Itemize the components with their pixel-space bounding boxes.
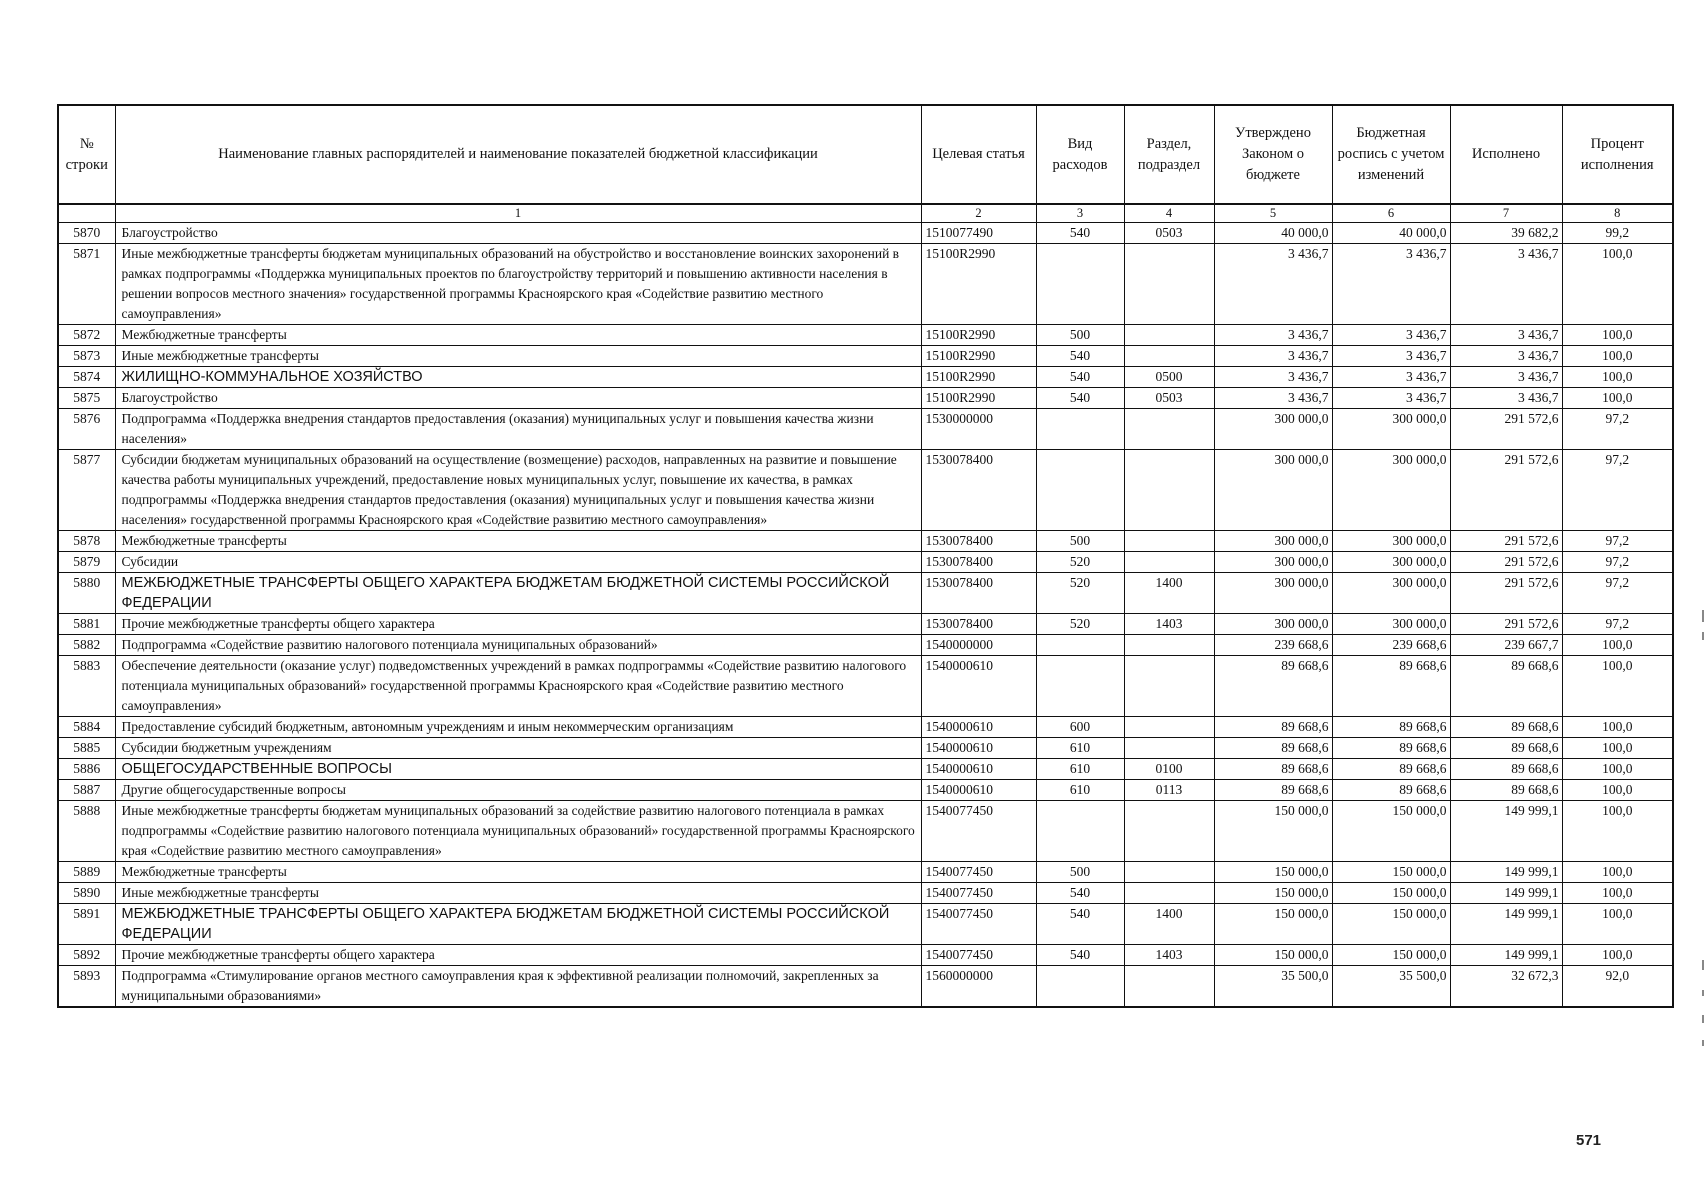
cell-row-number: 5884 xyxy=(58,717,115,738)
cell-name: Иные межбюджетные трансферты xyxy=(115,346,921,367)
cell-row-number: 5883 xyxy=(58,656,115,717)
cell-budget-schedule: 300 000,0 xyxy=(1332,409,1450,450)
cell-expense-type: 500 xyxy=(1036,325,1124,346)
cell-budget-schedule: 300 000,0 xyxy=(1332,573,1450,614)
cell-budget-schedule: 150 000,0 xyxy=(1332,904,1450,945)
cell-executed: 89 668,6 xyxy=(1450,759,1562,780)
column-number: 1 xyxy=(115,204,921,223)
cell-expense-type: 500 xyxy=(1036,862,1124,883)
cell-expense-type: 540 xyxy=(1036,945,1124,966)
cell-approved: 150 000,0 xyxy=(1214,904,1332,945)
cell-executed: 149 999,1 xyxy=(1450,801,1562,862)
cell-percent: 100,0 xyxy=(1562,904,1673,945)
cell-approved: 89 668,6 xyxy=(1214,759,1332,780)
cell-approved: 3 436,7 xyxy=(1214,388,1332,409)
cell-section xyxy=(1124,635,1214,656)
cell-approved: 150 000,0 xyxy=(1214,883,1332,904)
cell-row-number: 5887 xyxy=(58,780,115,801)
cell-approved: 89 668,6 xyxy=(1214,717,1332,738)
column-number: 2 xyxy=(921,204,1036,223)
cell-approved: 89 668,6 xyxy=(1214,780,1332,801)
cell-percent: 100,0 xyxy=(1562,244,1673,325)
cell-section: 0113 xyxy=(1124,780,1214,801)
cell-section xyxy=(1124,717,1214,738)
cell-name: ОБЩЕГОСУДАРСТВЕННЫЕ ВОПРОСЫ xyxy=(115,759,921,780)
cell-row-number: 5877 xyxy=(58,450,115,531)
cell-approved: 300 000,0 xyxy=(1214,409,1332,450)
cell-percent: 97,2 xyxy=(1562,614,1673,635)
cell-expense-type: 540 xyxy=(1036,388,1124,409)
budget-execution-table xyxy=(57,104,1674,1008)
cell-target-article: 15100R2990 xyxy=(921,244,1036,325)
cell-name: Межбюджетные трансферты xyxy=(115,531,921,552)
cell-percent: 100,0 xyxy=(1562,388,1673,409)
cell-executed: 89 668,6 xyxy=(1450,656,1562,717)
cell-expense-type: 540 xyxy=(1036,346,1124,367)
cell-percent: 97,2 xyxy=(1562,573,1673,614)
header-budget-schedule: Бюджетная роспись с учетом изменений xyxy=(1332,105,1450,204)
cell-target-article: 1540077450 xyxy=(921,862,1036,883)
scan-edge-mark xyxy=(1702,1040,1704,1046)
scan-edge-mark xyxy=(1702,1015,1704,1023)
cell-budget-schedule: 89 668,6 xyxy=(1332,759,1450,780)
cell-row-number: 5886 xyxy=(58,759,115,780)
cell-budget-schedule: 239 668,6 xyxy=(1332,635,1450,656)
cell-expense-type xyxy=(1036,450,1124,531)
cell-row-number: 5892 xyxy=(58,945,115,966)
cell-approved: 150 000,0 xyxy=(1214,801,1332,862)
cell-target-article: 1540000610 xyxy=(921,780,1036,801)
cell-name: МЕЖБЮДЖЕТНЫЕ ТРАНСФЕРТЫ ОБЩЕГО ХАРАКТЕРА БЮДЖЕТАМ БЮДЖЕТНОЙ СИСТЕМЫ РОССИЙСКОЙ ФЕДЕРАЦИИ xyxy=(115,904,921,945)
cell-executed: 291 572,6 xyxy=(1450,552,1562,573)
cell-approved: 40 000,0 xyxy=(1214,223,1332,244)
cell-executed: 3 436,7 xyxy=(1450,346,1562,367)
cell-name: Межбюджетные трансферты xyxy=(115,325,921,346)
cell-executed: 3 436,7 xyxy=(1450,367,1562,388)
cell-section xyxy=(1124,346,1214,367)
cell-budget-schedule: 89 668,6 xyxy=(1332,656,1450,717)
table-body xyxy=(58,223,1673,1008)
cell-executed: 3 436,7 xyxy=(1450,244,1562,325)
cell-target-article: 1530078400 xyxy=(921,531,1036,552)
cell-section: 1403 xyxy=(1124,945,1214,966)
cell-row-number: 5879 xyxy=(58,552,115,573)
cell-row-number: 5878 xyxy=(58,531,115,552)
cell-row-number: 5882 xyxy=(58,635,115,656)
cell-approved: 3 436,7 xyxy=(1214,244,1332,325)
cell-row-number: 5873 xyxy=(58,346,115,367)
cell-approved: 89 668,6 xyxy=(1214,738,1332,759)
cell-target-article: 1560000000 xyxy=(921,966,1036,1008)
table-row xyxy=(58,966,1673,1008)
cell-executed: 89 668,6 xyxy=(1450,780,1562,801)
cell-expense-type xyxy=(1036,409,1124,450)
cell-expense-type: 520 xyxy=(1036,573,1124,614)
cell-approved: 300 000,0 xyxy=(1214,531,1332,552)
cell-percent: 100,0 xyxy=(1562,759,1673,780)
cell-section: 0503 xyxy=(1124,223,1214,244)
cell-target-article: 1530078400 xyxy=(921,573,1036,614)
cell-row-number: 5871 xyxy=(58,244,115,325)
cell-name: Подпрограмма «Стимулирование органов местного самоуправления края к эффективной реализации полномочий, закрепленных за муниципальными образованиями» xyxy=(115,966,921,1008)
cell-section: 1400 xyxy=(1124,904,1214,945)
cell-row-number: 5875 xyxy=(58,388,115,409)
cell-percent: 97,2 xyxy=(1562,450,1673,531)
cell-percent: 97,2 xyxy=(1562,531,1673,552)
cell-percent: 100,0 xyxy=(1562,862,1673,883)
cell-budget-schedule: 3 436,7 xyxy=(1332,388,1450,409)
cell-target-article: 1540000000 xyxy=(921,635,1036,656)
table-row xyxy=(58,801,1673,862)
cell-percent: 100,0 xyxy=(1562,367,1673,388)
cell-approved: 3 436,7 xyxy=(1214,367,1332,388)
cell-target-article: 1530078400 xyxy=(921,552,1036,573)
cell-approved: 300 000,0 xyxy=(1214,614,1332,635)
cell-percent: 97,2 xyxy=(1562,409,1673,450)
table-row xyxy=(58,325,1673,346)
cell-approved: 300 000,0 xyxy=(1214,450,1332,531)
cell-row-number: 5891 xyxy=(58,904,115,945)
cell-percent: 100,0 xyxy=(1562,325,1673,346)
table-row xyxy=(58,552,1673,573)
cell-row-number: 5872 xyxy=(58,325,115,346)
cell-percent: 99,2 xyxy=(1562,223,1673,244)
cell-row-number: 5889 xyxy=(58,862,115,883)
cell-executed: 3 436,7 xyxy=(1450,388,1562,409)
cell-name: Предоставление субсидий бюджетным, автономным учреждениям и иным некоммерческим организациям xyxy=(115,717,921,738)
cell-approved: 150 000,0 xyxy=(1214,862,1332,883)
header-executed: Исполнено xyxy=(1450,105,1562,204)
table-row xyxy=(58,244,1673,325)
cell-name: Прочие межбюджетные трансферты общего характера xyxy=(115,614,921,635)
cell-budget-schedule: 3 436,7 xyxy=(1332,325,1450,346)
cell-name: Субсидии бюджетам муниципальных образований на осуществление (возмещение) расходов, направленных на развитие и повышение качества работы муниципальных учреждений, предоставление новых муниципальных услуг, повышение их качества, в рамках подпрограммы «Поддержка внедрения стандартов предоставления (оказания) муниципальных услуг и повышения качества жизни населения» государственной программы Красноярского края «Содействие развитию местного самоуправления» xyxy=(115,450,921,531)
cell-target-article: 1540000610 xyxy=(921,738,1036,759)
page-number: 571 xyxy=(1576,1132,1602,1149)
table-row xyxy=(58,346,1673,367)
cell-row-number: 5881 xyxy=(58,614,115,635)
header-percent: Процент исполнения xyxy=(1562,105,1673,204)
cell-percent: 100,0 xyxy=(1562,883,1673,904)
cell-target-article: 15100R2990 xyxy=(921,388,1036,409)
column-number: 8 xyxy=(1562,204,1673,223)
cell-budget-schedule: 35 500,0 xyxy=(1332,966,1450,1008)
cell-budget-schedule: 150 000,0 xyxy=(1332,862,1450,883)
cell-name: Иные межбюджетные трансферты xyxy=(115,883,921,904)
cell-name: Другие общегосударственные вопросы xyxy=(115,780,921,801)
cell-expense-type: 540 xyxy=(1036,223,1124,244)
cell-section xyxy=(1124,738,1214,759)
cell-target-article: 1540000610 xyxy=(921,717,1036,738)
cell-section: 0503 xyxy=(1124,388,1214,409)
table-row xyxy=(58,717,1673,738)
cell-section xyxy=(1124,409,1214,450)
cell-expense-type: 520 xyxy=(1036,614,1124,635)
cell-name: Благоустройство xyxy=(115,388,921,409)
cell-executed: 3 436,7 xyxy=(1450,325,1562,346)
cell-expense-type: 540 xyxy=(1036,367,1124,388)
cell-section xyxy=(1124,325,1214,346)
cell-name: Субсидии бюджетным учреждениям xyxy=(115,738,921,759)
cell-budget-schedule: 3 436,7 xyxy=(1332,346,1450,367)
cell-expense-type: 610 xyxy=(1036,759,1124,780)
cell-executed: 149 999,1 xyxy=(1450,904,1562,945)
cell-percent: 100,0 xyxy=(1562,635,1673,656)
column-number: 6 xyxy=(1332,204,1450,223)
cell-executed: 89 668,6 xyxy=(1450,738,1562,759)
cell-expense-type: 600 xyxy=(1036,717,1124,738)
cell-percent: 92,0 xyxy=(1562,966,1673,1008)
cell-executed: 149 999,1 xyxy=(1450,862,1562,883)
cell-section xyxy=(1124,801,1214,862)
cell-expense-type: 610 xyxy=(1036,780,1124,801)
cell-section: 1400 xyxy=(1124,573,1214,614)
cell-section xyxy=(1124,862,1214,883)
cell-approved: 300 000,0 xyxy=(1214,552,1332,573)
cell-target-article: 1540077450 xyxy=(921,801,1036,862)
cell-name: Иные межбюджетные трансферты бюджетам муниципальных образований за содействие развитию налогового потенциала в рамках подпрограммы «Содействие развитию налогового потенциала муниципальных образований» государственной программы Красноярского края «Содействие развитию местного самоуправления» xyxy=(115,801,921,862)
cell-target-article: 15100R2990 xyxy=(921,325,1036,346)
cell-budget-schedule: 300 000,0 xyxy=(1332,531,1450,552)
cell-target-article: 1510077490 xyxy=(921,223,1036,244)
table-row xyxy=(58,614,1673,635)
cell-percent: 100,0 xyxy=(1562,717,1673,738)
table-row xyxy=(58,388,1673,409)
cell-section xyxy=(1124,531,1214,552)
column-number-row xyxy=(58,204,1673,223)
cell-approved: 150 000,0 xyxy=(1214,945,1332,966)
cell-approved: 3 436,7 xyxy=(1214,325,1332,346)
cell-budget-schedule: 40 000,0 xyxy=(1332,223,1450,244)
cell-row-number: 5885 xyxy=(58,738,115,759)
cell-target-article: 15100R2990 xyxy=(921,346,1036,367)
cell-row-number: 5888 xyxy=(58,801,115,862)
cell-budget-schedule: 3 436,7 xyxy=(1332,367,1450,388)
cell-target-article: 1530078400 xyxy=(921,614,1036,635)
cell-section xyxy=(1124,656,1214,717)
cell-executed: 239 667,7 xyxy=(1450,635,1562,656)
cell-percent: 100,0 xyxy=(1562,738,1673,759)
cell-section xyxy=(1124,966,1214,1008)
cell-expense-type xyxy=(1036,635,1124,656)
cell-executed: 149 999,1 xyxy=(1450,883,1562,904)
cell-section: 0500 xyxy=(1124,367,1214,388)
table-row xyxy=(58,904,1673,945)
table-row xyxy=(58,656,1673,717)
cell-name: Благоустройство xyxy=(115,223,921,244)
cell-percent: 100,0 xyxy=(1562,780,1673,801)
cell-approved: 89 668,6 xyxy=(1214,656,1332,717)
cell-expense-type xyxy=(1036,244,1124,325)
cell-section: 1403 xyxy=(1124,614,1214,635)
cell-expense-type: 540 xyxy=(1036,883,1124,904)
cell-target-article: 1540000610 xyxy=(921,759,1036,780)
cell-executed: 291 572,6 xyxy=(1450,450,1562,531)
cell-row-number: 5876 xyxy=(58,409,115,450)
column-number: 4 xyxy=(1124,204,1214,223)
scan-edge-mark xyxy=(1702,610,1704,622)
cell-name: Прочие межбюджетные трансферты общего характера xyxy=(115,945,921,966)
cell-budget-schedule: 150 000,0 xyxy=(1332,945,1450,966)
header-approved: Утверждено Законом о бюджете xyxy=(1214,105,1332,204)
cell-name: Межбюджетные трансферты xyxy=(115,862,921,883)
cell-approved: 239 668,6 xyxy=(1214,635,1332,656)
cell-executed: 39 682,2 xyxy=(1450,223,1562,244)
cell-target-article: 1530078400 xyxy=(921,450,1036,531)
cell-row-number: 5870 xyxy=(58,223,115,244)
cell-target-article: 15100R2990 xyxy=(921,367,1036,388)
cell-expense-type xyxy=(1036,801,1124,862)
cell-name: МЕЖБЮДЖЕТНЫЕ ТРАНСФЕРТЫ ОБЩЕГО ХАРАКТЕРА БЮДЖЕТАМ БЮДЖЕТНОЙ СИСТЕМЫ РОССИЙСКОЙ ФЕДЕРАЦИИ xyxy=(115,573,921,614)
cell-budget-schedule: 3 436,7 xyxy=(1332,244,1450,325)
cell-percent: 100,0 xyxy=(1562,801,1673,862)
table-row xyxy=(58,759,1673,780)
cell-name: Субсидии xyxy=(115,552,921,573)
cell-name: Подпрограмма «Поддержка внедрения стандартов предоставления (оказания) муниципальных услуг и повышения качества жизни населения» xyxy=(115,409,921,450)
cell-expense-type: 500 xyxy=(1036,531,1124,552)
cell-target-article: 1540077450 xyxy=(921,945,1036,966)
table-row xyxy=(58,409,1673,450)
table-row xyxy=(58,945,1673,966)
cell-name: Иные межбюджетные трансферты бюджетам муниципальных образований на обустройство и восстановление воинских захоронений в рамках подпрограммы «Поддержка муниципальных проектов по благоустройству территорий и повышению активности населения в решении вопросов местного значения» государственной программы Красноярского края «Содействие развитию местного самоуправления» xyxy=(115,244,921,325)
cell-budget-schedule: 300 000,0 xyxy=(1332,450,1450,531)
scan-edge-mark xyxy=(1702,632,1704,640)
header-name: Наименование главных распорядителей и наименование показателей бюджетной классификации xyxy=(115,105,921,204)
cell-section xyxy=(1124,552,1214,573)
cell-budget-schedule: 89 668,6 xyxy=(1332,738,1450,759)
table-row xyxy=(58,862,1673,883)
cell-executed: 291 572,6 xyxy=(1450,614,1562,635)
scan-edge-mark xyxy=(1702,990,1704,996)
table-row xyxy=(58,367,1673,388)
table-row xyxy=(58,450,1673,531)
cell-target-article: 1540077450 xyxy=(921,883,1036,904)
cell-budget-schedule: 89 668,6 xyxy=(1332,717,1450,738)
cell-target-article: 1530000000 xyxy=(921,409,1036,450)
cell-budget-schedule: 300 000,0 xyxy=(1332,614,1450,635)
cell-budget-schedule: 150 000,0 xyxy=(1332,883,1450,904)
cell-expense-type xyxy=(1036,966,1124,1008)
cell-approved: 3 436,7 xyxy=(1214,346,1332,367)
cell-expense-type xyxy=(1036,656,1124,717)
column-number: 3 xyxy=(1036,204,1124,223)
cell-approved: 35 500,0 xyxy=(1214,966,1332,1008)
cell-executed: 291 572,6 xyxy=(1450,531,1562,552)
cell-budget-schedule: 89 668,6 xyxy=(1332,780,1450,801)
column-number: 7 xyxy=(1450,204,1562,223)
table-row xyxy=(58,223,1673,244)
cell-row-number: 5874 xyxy=(58,367,115,388)
column-number-blank xyxy=(58,204,115,223)
cell-section xyxy=(1124,244,1214,325)
cell-name: Обеспечение деятельности (оказание услуг) подведомственных учреждений в рамках подпрограммы «Содействие развитию налогового потенциала муниципальных образований» государственной программы Красноярского края «Содействие развитию местного самоуправления» xyxy=(115,656,921,717)
scan-edge-mark xyxy=(1702,960,1704,970)
cell-budget-schedule: 300 000,0 xyxy=(1332,552,1450,573)
cell-name: Подпрограмма «Содействие развитию налогового потенциала муниципальных образований» xyxy=(115,635,921,656)
cell-executed: 89 668,6 xyxy=(1450,717,1562,738)
cell-approved: 300 000,0 xyxy=(1214,573,1332,614)
cell-expense-type: 520 xyxy=(1036,552,1124,573)
header-row xyxy=(58,105,1673,204)
cell-percent: 97,2 xyxy=(1562,552,1673,573)
cell-percent: 100,0 xyxy=(1562,346,1673,367)
cell-section xyxy=(1124,883,1214,904)
cell-executed: 32 672,3 xyxy=(1450,966,1562,1008)
cell-row-number: 5890 xyxy=(58,883,115,904)
cell-executed: 291 572,6 xyxy=(1450,409,1562,450)
cell-percent: 100,0 xyxy=(1562,656,1673,717)
cell-name: ЖИЛИЩНО-КОММУНАЛЬНОЕ ХОЗЯЙСТВО xyxy=(115,367,921,388)
cell-percent: 100,0 xyxy=(1562,945,1673,966)
cell-executed: 291 572,6 xyxy=(1450,573,1562,614)
cell-row-number: 5893 xyxy=(58,966,115,1008)
cell-expense-type: 610 xyxy=(1036,738,1124,759)
cell-budget-schedule: 150 000,0 xyxy=(1332,801,1450,862)
table-row xyxy=(58,635,1673,656)
table-row xyxy=(58,883,1673,904)
cell-target-article: 1540077450 xyxy=(921,904,1036,945)
table-row xyxy=(58,780,1673,801)
cell-section: 0100 xyxy=(1124,759,1214,780)
header-target-article: Целевая статья xyxy=(921,105,1036,204)
cell-expense-type: 540 xyxy=(1036,904,1124,945)
column-number: 5 xyxy=(1214,204,1332,223)
header-row-number: № строки xyxy=(58,105,115,204)
cell-executed: 149 999,1 xyxy=(1450,945,1562,966)
table-row xyxy=(58,531,1673,552)
header-section: Раздел, подраздел xyxy=(1124,105,1214,204)
cell-row-number: 5880 xyxy=(58,573,115,614)
cell-section xyxy=(1124,450,1214,531)
cell-target-article: 1540000610 xyxy=(921,656,1036,717)
header-expense-type: Вид расходов xyxy=(1036,105,1124,204)
table-row xyxy=(58,738,1673,759)
table-row xyxy=(58,573,1673,614)
